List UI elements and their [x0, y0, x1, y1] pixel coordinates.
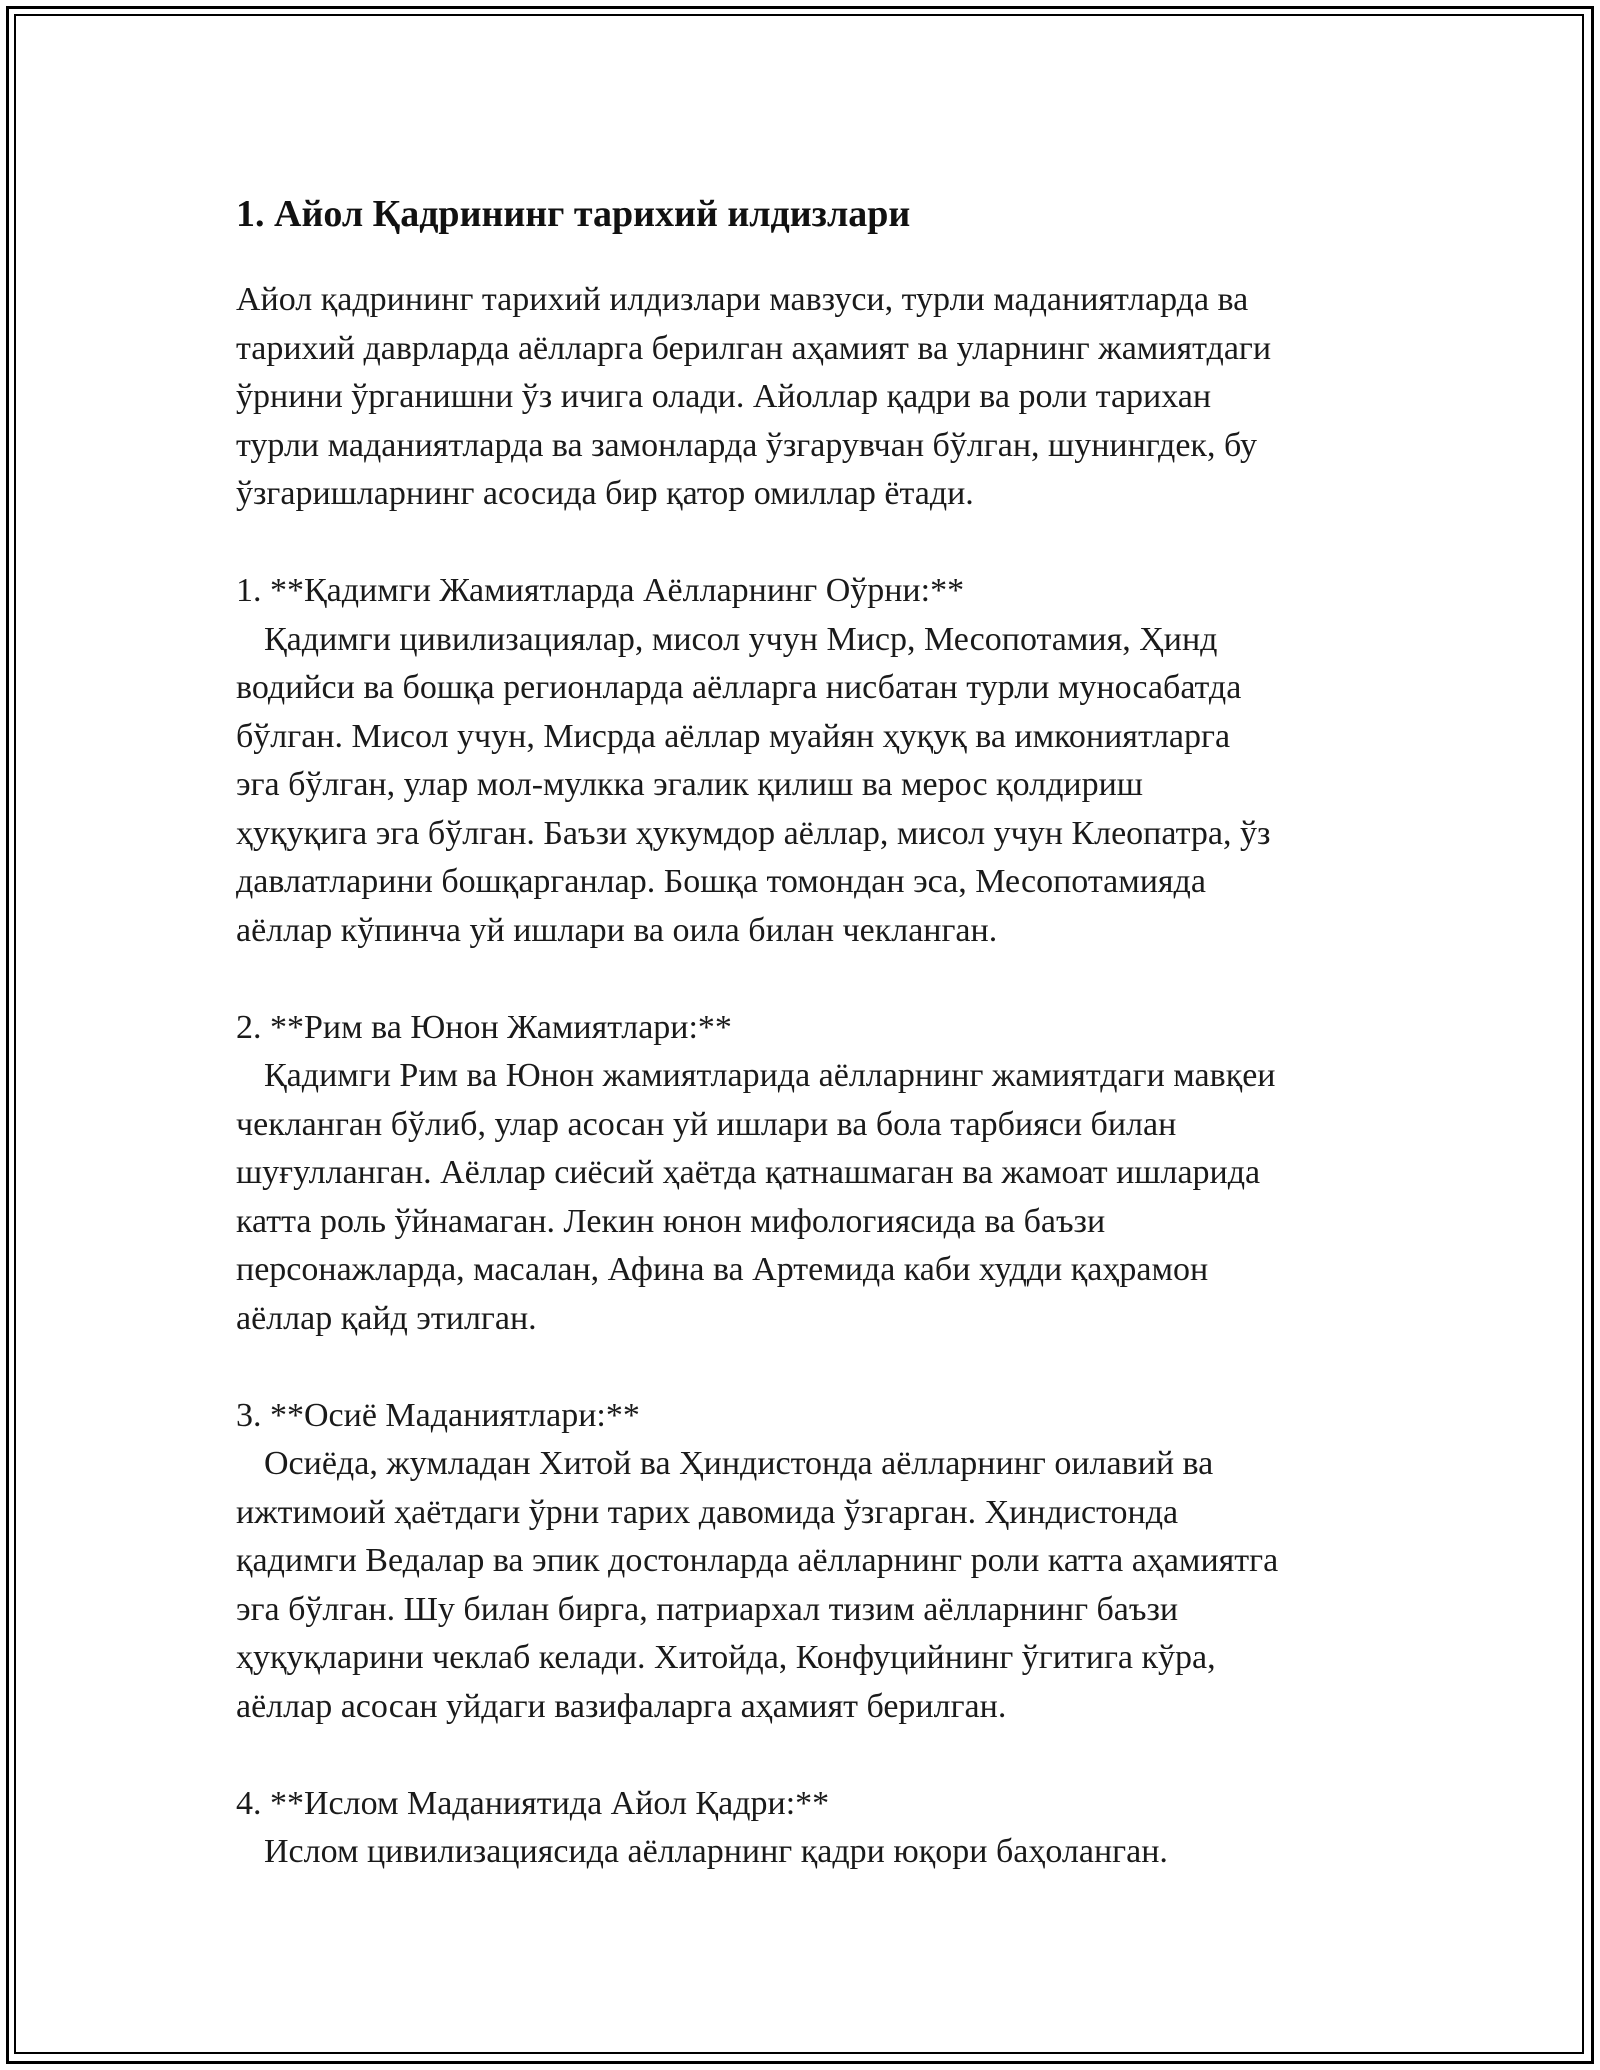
section-body: Қадимги Рим ва Юнон жамиятларида аёлларнинг жамиятдаги мавқеи чекланган бўлиб, улар асосан уй ишлари ва бола тарбияси билан шуғулланган. Аёллар сиёсий ҳаётда қатнашмаган ва жамоат ишларида катта роль ўйнамаган. Лекин юнон мифологиясида ва баъзи персонажларда, масалан, Афина ва Артемида каби худди қаҳрамон аёллар қайд этилган. — [236, 1057, 1276, 1337]
section-heading: 3. **Осиё Маданиятлари:** — [236, 1396, 640, 1434]
section-asian-cultures — [236, 1392, 1376, 1732]
section-body: Қадимги цивилизациялар, мисол учун Миср, Месопотамия, Ҳинд водийси ва бошқа регионларда аёлларга нисбатан турли муносабатда бўлган. Мисол учун, Мисрда аёллар муайян ҳуқуқ ва имкониятларга эга бўлган, улар мол-мулкка эгалик қилиш ва мерос қолдириш ҳуқуқига эга бўлган. Баъзи ҳукумдор аёллар, мисол учун Клеопатра, ўз давлатларини бошқарганлар. Бошқа томондан эса, Месопотамияда аёллар кўпинча уй ишлари ва оила билан чекланган. — [236, 620, 1271, 949]
document-title: 1. Айол Қадрининг тарихий илдизлари — [236, 193, 911, 235]
section-ancient-societies — [236, 567, 1376, 955]
section-body: Ислом цивилизациясида аёлларнинг қадри юқори баҳоланган. — [264, 1833, 1168, 1870]
section-rome-greece — [236, 1004, 1376, 1344]
section-body: Осиёда, жумладан Хитой ва Ҳиндистонда аёлларнинг оилавий ва ижтимоий ҳаётдаги ўрни тарих давомида ўзгарган. Ҳиндистонда қадимги Ведалар ва эпик достонларда аёлларнинг роли катта аҳамиятга эга бўлган. Шу билан бирга, патриархал тизим аёлларнинг баъзи ҳуқуқларини чеклаб келади. Хитойда, Конфуцийнинг ўгитига кўра, аёллар асосан уйдаги вазифаларга аҳамият берилган. — [236, 1445, 1279, 1725]
section-heading: 2. **Рим ва Юнон Жамиятлари:** — [236, 1008, 732, 1046]
intro-paragraph: Айол қадрининг тарихий илдизлари мавзуси, турли маданиятларда ва тарихий даврларда аёлларга берилган аҳамият ва уларнинг жамиятдаги ўрнини ўрганишни ўз ичига олади. Айоллар қадри ва роли тарихан турли маданиятларда ва замонларда ўзгарувчан бўлган, шунингдек, бу ўзгаришларнинг асосида бир қатор омиллар ётади. — [236, 281, 1272, 512]
section-heading: 4. **Ислом Маданиятида Айол Қадри:** — [236, 1784, 830, 1822]
section-heading: 1. **Қадимги Жамиятларда Аёлларнинг Оўрни:** — [236, 572, 965, 609]
section-islamic-culture — [236, 1780, 1376, 1877]
document-content — [236, 186, 1376, 1925]
